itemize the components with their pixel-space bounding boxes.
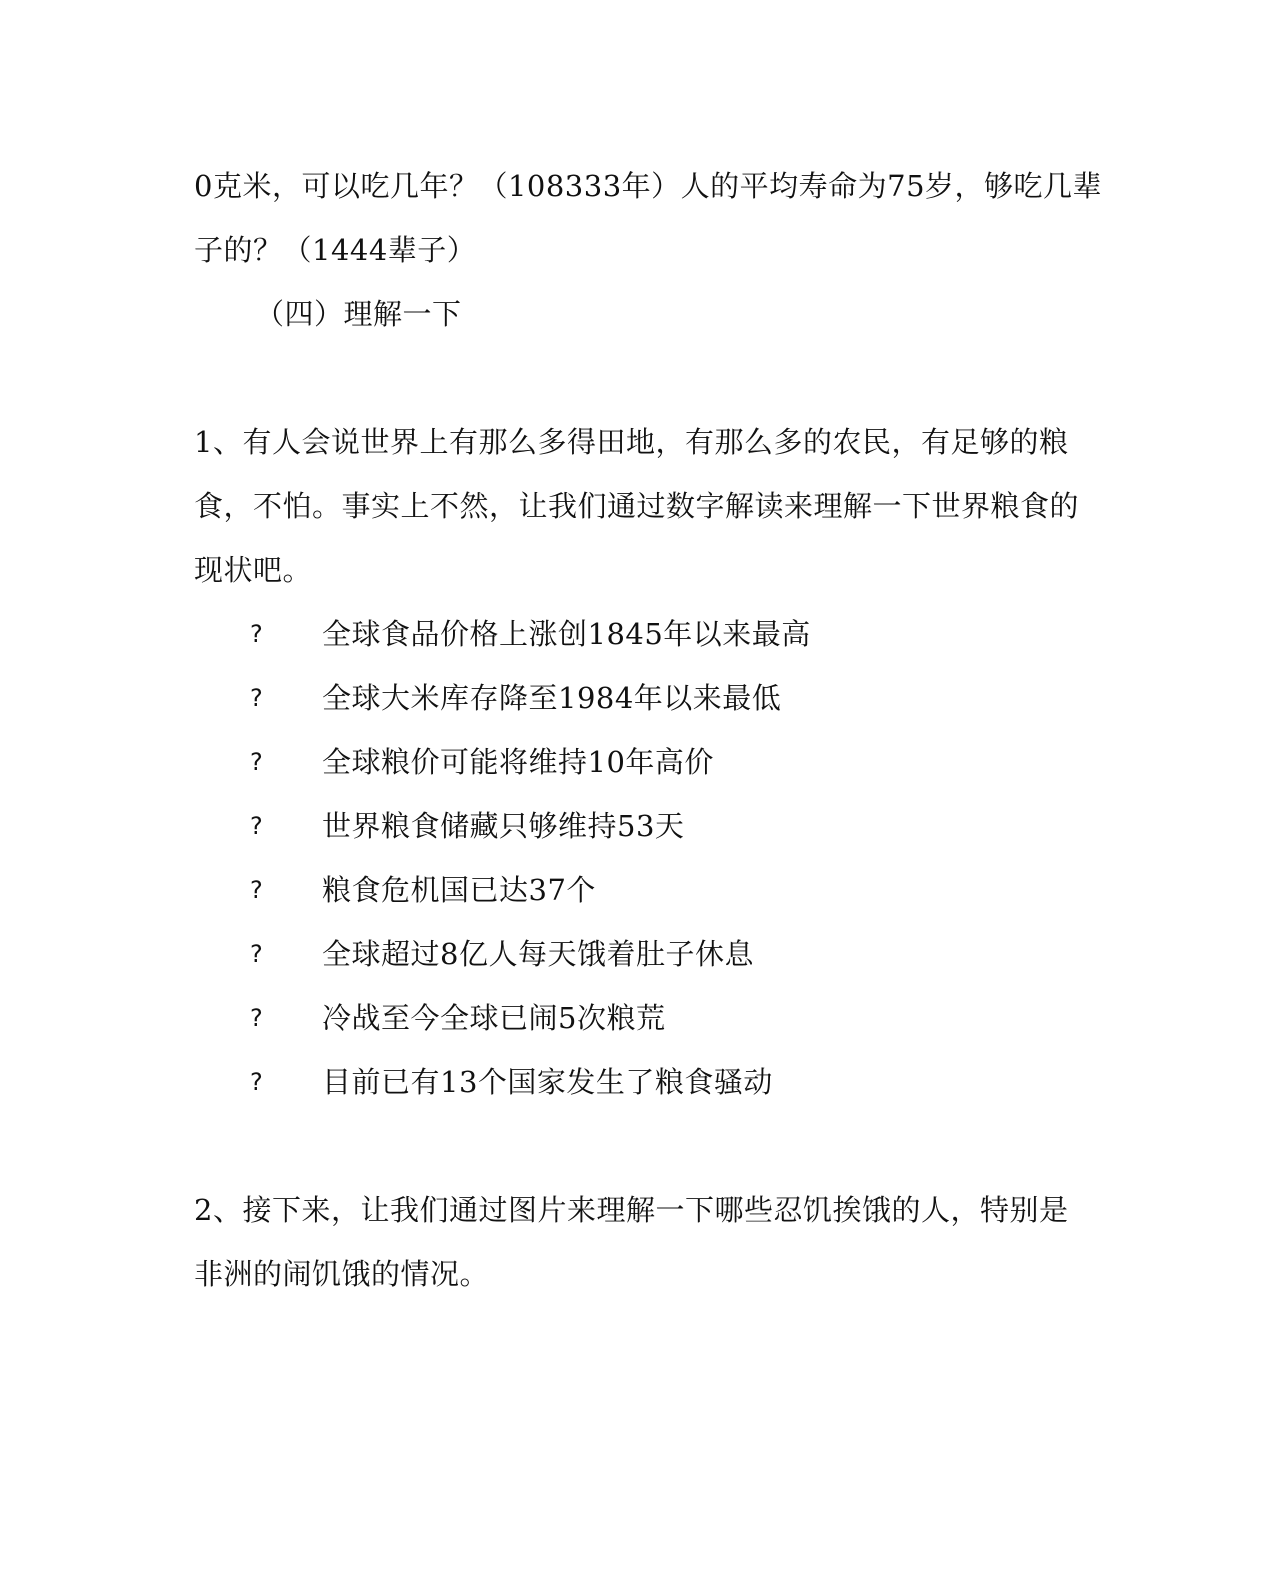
bullet-marker: ? [250,1004,263,1032]
bullet-marker: ? [250,1068,263,1096]
bullet-marker: ? [250,940,263,968]
bullet-text: 冷战至今全球已闹5次粮荒 [322,1001,666,1035]
bullet-text: 世界粮食储藏只够维持53天 [322,809,685,843]
bullet-marker: ? [250,812,263,840]
bullet-text: 全球大米库存降至1984年以来最低 [322,681,782,715]
intro-line-2: 子的？（1444辈子） [194,233,477,267]
bullet-text: 全球超过8亿人每天饿着肚子休息 [322,937,754,971]
paragraph-1-line-2: 食，不怕。事实上不然，让我们通过数字解读来理解一下世界粮食的 [194,489,1080,523]
section-heading: （四）理解一下 [255,297,462,331]
bullet-text: 目前已有13个国家发生了粮食骚动 [322,1065,773,1099]
bullet-marker: ? [250,620,263,648]
paragraph-2-line-1: 2、接下来，让我们通过图片来理解一下哪些忍饥挨饿的人，特别是 [194,1193,1069,1227]
bullet-marker: ? [250,876,263,904]
bullet-text: 粮食危机国已达37个 [322,873,596,907]
paragraph-1-line-1: 1、有人会说世界上有那么多得田地，有那么多的农民，有足够的粮 [194,425,1069,459]
bullet-text: 全球食品价格上涨创1845年以来最高 [322,617,811,651]
bullet-text: 全球粮价可能将维持10年高价 [322,745,714,779]
intro-line-1: 0克米，可以吃几年？（108333年）人的平均寿命为75岁，够吃几辈 [194,169,1103,203]
paragraph-1-line-3: 现状吧。 [194,553,313,587]
bullet-marker: ? [250,748,263,776]
bullet-marker: ? [250,684,263,712]
paragraph-2-line-2: 非洲的闹饥饿的情况。 [194,1257,490,1291]
